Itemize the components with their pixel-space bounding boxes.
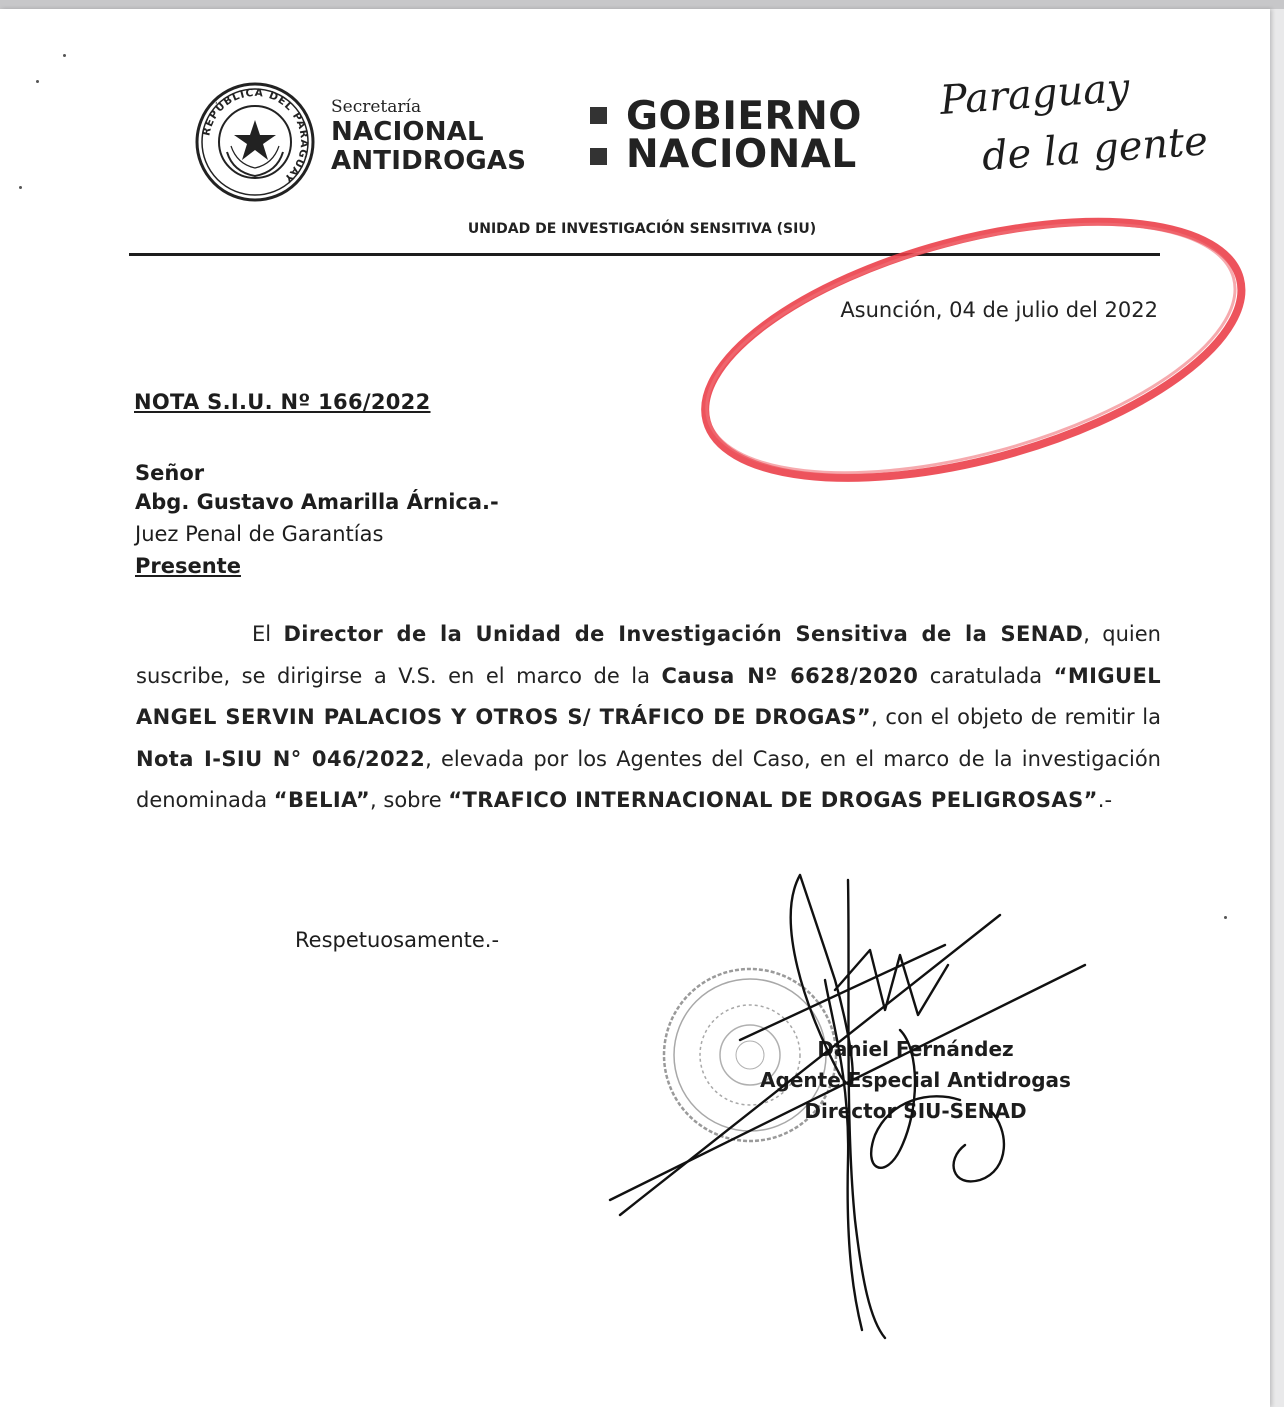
body-bold: Causa Nº 6628/2020 xyxy=(661,663,919,688)
body-bold: “MIGUEL ANGEL SERVIN PALACIOS Y OTROS S/ TRÁFICO DE DROGAS” xyxy=(136,663,1161,729)
gobierno-line-1: GOBIERNO xyxy=(626,94,862,139)
signer-role: Director SIU-SENAD xyxy=(804,1099,1027,1123)
body-bold: “BELIA” xyxy=(273,788,371,812)
scan-speck xyxy=(19,186,22,189)
body-text: , sobre xyxy=(370,788,449,812)
nota-title: NOTA S.I.U. Nº 166/2022 xyxy=(134,390,431,414)
date-line: Asunción, 04 de julio del 2022 xyxy=(840,298,1158,322)
addressee-presente: Presente xyxy=(135,554,241,578)
body-text: , con el objeto de remitir la xyxy=(871,705,1161,729)
secretaria-label: Secretaría xyxy=(331,97,422,117)
body-text: .- xyxy=(1097,788,1113,812)
handwritten-signature xyxy=(600,860,1100,1350)
addressee-salutation: Señor xyxy=(135,461,205,485)
senad-name-line-1: NACIONAL xyxy=(331,117,484,147)
paraguay-de-la-gente-logo xyxy=(935,64,1210,190)
scan-speck xyxy=(1224,916,1227,919)
gobierno-square-icon xyxy=(590,107,607,124)
seal-arc-text: REPÚBLICA DEL PARAGUAY xyxy=(200,86,311,186)
body-text: caratulada xyxy=(918,663,1054,688)
brand-line-2: de la gente xyxy=(980,118,1210,180)
brand-line-1: Paraguay xyxy=(938,64,1131,124)
body-text: , quien suscribe, se dirigirse a V.S. en el marco de la xyxy=(136,622,1161,688)
senad-name-line-2: ANTIDROGAS xyxy=(331,146,527,176)
addressee-role: Juez Penal de Garantías xyxy=(135,522,384,546)
addressee-name: Abg. Gustavo Amarilla Árnica.- xyxy=(135,490,499,514)
body-paragraph xyxy=(136,614,1161,822)
red-highlight-ellipse xyxy=(680,185,1265,505)
signer-title: Agente Especial Antidrogas xyxy=(760,1068,1071,1092)
body-bold: Nota I-SIU N° 046/2022 xyxy=(136,746,426,771)
body-text: El xyxy=(252,622,284,646)
gobierno-square-icon xyxy=(590,148,607,165)
body-text: , elevada por los Agentes del Caso, en el marco de la investigación denominada xyxy=(136,746,1161,812)
gobierno-line-2: NACIONAL xyxy=(626,132,857,177)
unit-title: UNIDAD DE INVESTIGACIÓN SENSITIVA (SIU) xyxy=(467,221,817,237)
body-bold: “TRAFICO INTERNACIONAL DE DROGAS PELIGROSAS” xyxy=(448,788,1098,812)
scan-top-strip xyxy=(0,0,1284,9)
signer-name: Daniel Fernández xyxy=(817,1037,1014,1061)
paraguay-seal-logo xyxy=(193,80,317,204)
body-bold: Director de la Unidad de Investigación Sensitiva de la SENAD xyxy=(283,622,1084,646)
scan-speck xyxy=(63,54,66,57)
scan-speck xyxy=(36,80,39,83)
closing-line: Respetuosamente.- xyxy=(295,928,500,952)
